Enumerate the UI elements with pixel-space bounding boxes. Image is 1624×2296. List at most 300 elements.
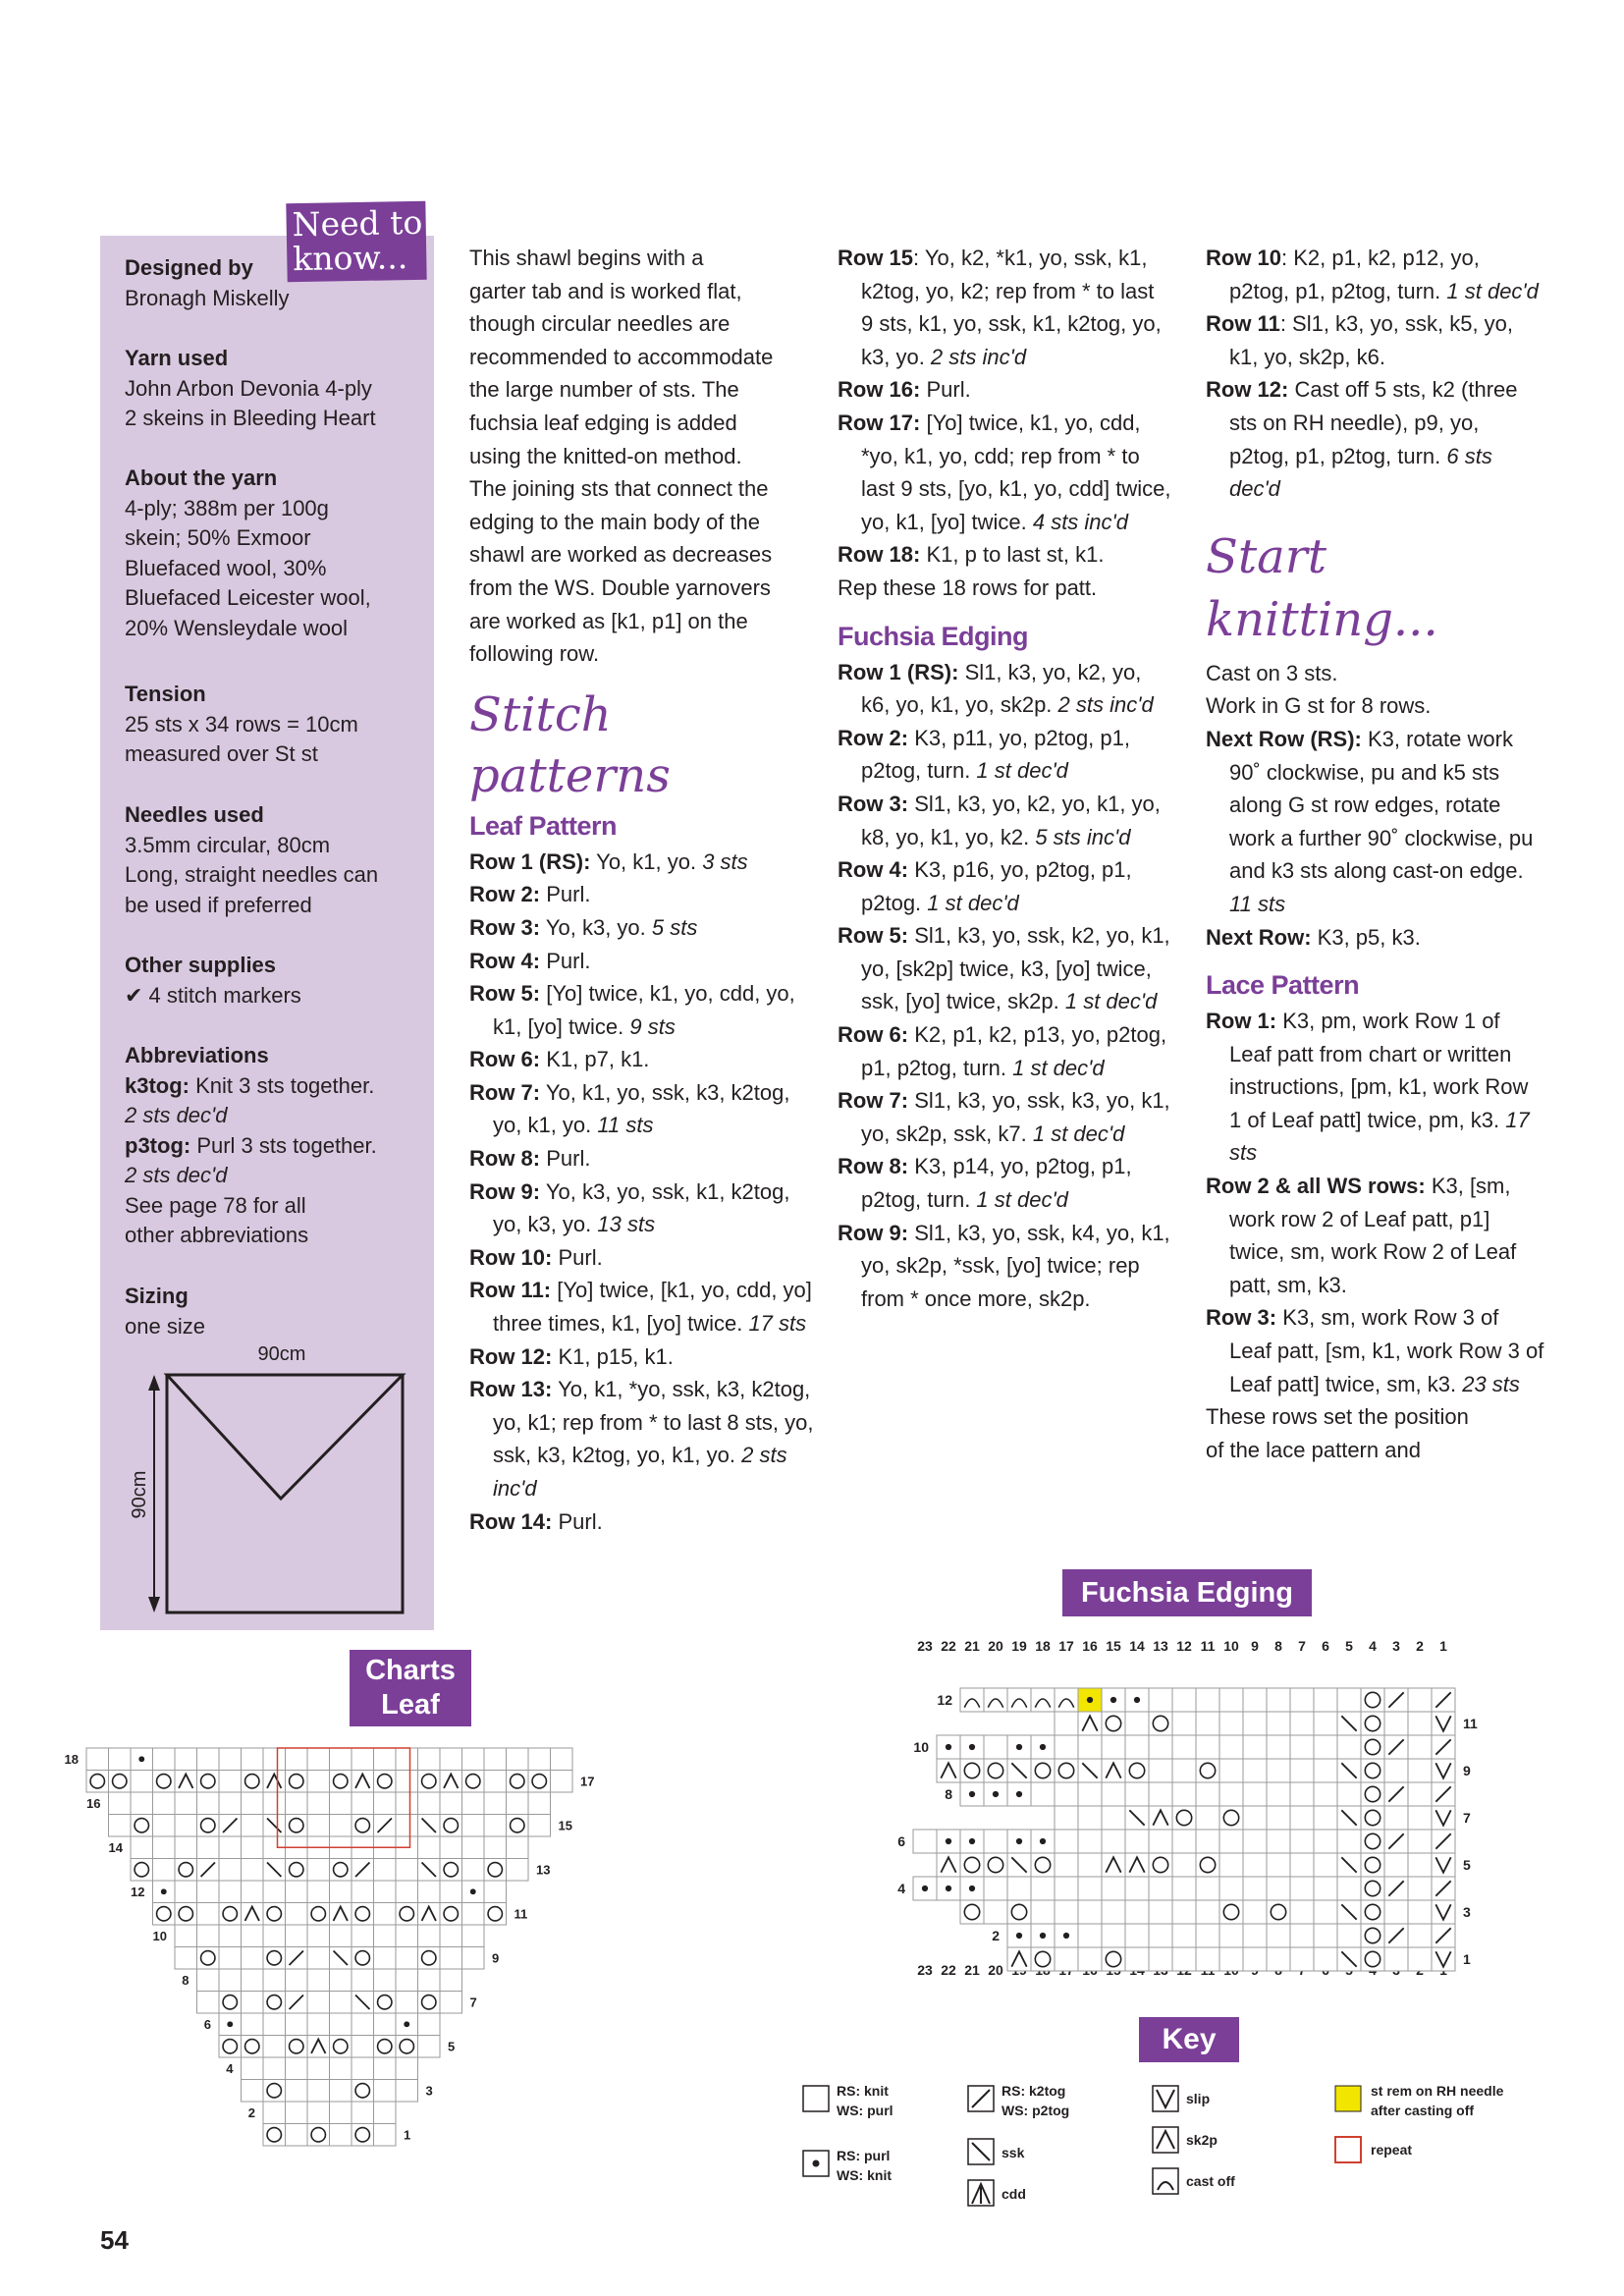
- instruction-row: [469, 1340, 818, 1374]
- chart-cell: [1125, 1877, 1149, 1900]
- leaf-pattern-heading: Leaf Pattern: [469, 810, 618, 841]
- chart-cell: [1267, 1853, 1290, 1877]
- needles-section: Needles used 3.5mm circular, 80cm Long, straight needles can be used if preferred: [125, 802, 379, 917]
- chart-cell: [507, 1859, 529, 1882]
- chart-cell: [1055, 1853, 1078, 1877]
- chart-cell: [484, 1836, 507, 1859]
- row-label: Row 6:: [469, 1047, 541, 1072]
- chart-cell: [330, 2057, 352, 2080]
- chart-cell: [286, 1748, 308, 1771]
- column-number: 10: [1223, 1638, 1239, 1654]
- chart-cell: [1125, 1782, 1149, 1806]
- chart-cell: [242, 1992, 264, 2014]
- intro-line: shawl are worked as decreases: [469, 542, 773, 568]
- row-text: Sl1, k3, yo, k2, yo, k1, yo, k8, yo, k1, yo, k2.: [861, 791, 1161, 849]
- svg-text:after casting off: after casting off: [1371, 2103, 1475, 2118]
- chart-cell: [86, 1748, 109, 1771]
- chart-cell: [396, 1792, 418, 1815]
- column-number: 15: [1106, 1638, 1121, 1654]
- row-number: 9: [1463, 1762, 1471, 1778]
- column-number: 23: [917, 1962, 933, 1978]
- column-number: 18: [1035, 1638, 1051, 1654]
- instruction-row: [1206, 307, 1544, 373]
- chart-cell: [440, 1748, 462, 1771]
- chart-cell: [242, 1792, 264, 1815]
- chart-cell: [374, 1859, 397, 1882]
- purl-dot: [138, 1756, 144, 1762]
- row-text: K2, p1, k2, p13, yo, p2tog, p1, p2tog, turn.: [861, 1022, 1167, 1080]
- chart-cell: [286, 2124, 308, 2147]
- chart-cell: [1007, 1877, 1031, 1900]
- column-number: 16: [1082, 1638, 1098, 1654]
- row-label: Row 5:: [469, 981, 541, 1007]
- chart-cell: [286, 2057, 308, 2080]
- row-number: 6: [897, 1832, 905, 1849]
- row-text: K3, pm, work Row 1 of Leaf patt from chart or written instructions, [pm, k1, work Row 1 of Leaf patt] twice, pm, k3.: [1229, 1009, 1529, 1132]
- chart-cell: [330, 1992, 352, 2014]
- chart-cell: [374, 1881, 397, 1903]
- chart-cell: [1219, 1759, 1243, 1782]
- chart-cell: [1314, 1688, 1337, 1712]
- column-right: [1206, 242, 1544, 1466]
- chart-cell: [330, 1969, 352, 1992]
- purl-dot: [1016, 1791, 1022, 1797]
- chart-cell: [1149, 1947, 1172, 1971]
- row-text: Yo, k1, yo.: [590, 848, 703, 874]
- chart-cell: [330, 1792, 352, 1815]
- chart-cell: [1149, 1688, 1172, 1712]
- setup-rows: [1206, 723, 1544, 954]
- chart-cell: [175, 1881, 197, 1903]
- purl-dot: [161, 1888, 167, 1894]
- chart-cell: [1172, 1924, 1196, 1947]
- tension-section: Tension 25 sts x 34 rows = 10cm measured over St st: [125, 682, 358, 766]
- chart-cell: [1314, 1924, 1337, 1947]
- chart-cell: [219, 1792, 242, 1815]
- chart-cell: [175, 1925, 197, 1947]
- row-number: 18: [64, 1751, 79, 1767]
- instruction-row: [838, 1217, 1171, 1316]
- row-text: [Yo] twice, k1, yo, cdd, *yo, k1, yo, cdd; rep from * to last 9 sts, [yo, k1, yo, cdd] twice, yo, k1, [yo] twice.: [861, 410, 1171, 534]
- row-label: Row 16:: [838, 377, 921, 403]
- chart-cell: [1243, 1712, 1267, 1735]
- purl-dot: [1016, 1933, 1022, 1939]
- row-number: 7: [469, 1995, 477, 2010]
- chart-cell: [440, 1992, 462, 2014]
- chart-cell: [418, 1792, 441, 1815]
- row-label: Row 13:: [469, 1377, 553, 1402]
- row-text: K1, p to last st, k1.: [920, 542, 1105, 568]
- chart-cell: [1055, 1900, 1078, 1924]
- instruction-row: [1206, 1170, 1544, 1301]
- row-count: 9 sts: [629, 1013, 676, 1039]
- chart-cell: [507, 1792, 529, 1815]
- intro-line: following row.: [469, 641, 600, 667]
- row-label: Row 17:: [838, 410, 921, 435]
- chart-cell: [153, 1815, 176, 1837]
- column-number: 12: [1176, 1638, 1192, 1654]
- row-number: 5: [1463, 1856, 1471, 1873]
- chart-cell: [1314, 1853, 1337, 1877]
- svg-text:RS: k2tog: RS: k2tog: [1001, 2083, 1066, 2099]
- chart-cell: [1337, 1877, 1361, 1900]
- column-number: 21: [964, 1962, 980, 1978]
- chart-cell: [307, 1992, 330, 2014]
- row-label: Row 7:: [469, 1079, 541, 1105]
- purl-dot: [969, 1838, 975, 1844]
- purl-dot: [1016, 1838, 1022, 1844]
- chart-cell: [219, 1925, 242, 1947]
- svg-text:ssk: ssk: [1001, 2145, 1025, 2160]
- column-middle: [838, 242, 1171, 1315]
- column-number: 2: [1416, 1638, 1424, 1654]
- chart-cell: [352, 1881, 374, 1903]
- instruction-row: [838, 1084, 1171, 1150]
- chart-cell: [307, 2057, 330, 2080]
- chart-cell: [396, 1969, 418, 1992]
- chart-cell: [330, 1748, 352, 1771]
- row-count: 17 sts: [748, 1311, 807, 1337]
- chart-cell: [960, 1688, 984, 1712]
- row-count: 11 sts: [1229, 891, 1286, 916]
- charts-leaf-header: Charts Leaf: [350, 1650, 471, 1726]
- row-label: Row 3:: [469, 914, 541, 940]
- abbreviations-section: Abbreviations k3tog: Knit 3 sts together. 2 sts dec'd p3tog: Purl 3 sts together. 2 sts dec'd See page 78 for all other abbreviations: [125, 1043, 377, 1247]
- chart-cell: [1219, 1735, 1243, 1759]
- chart-cell: [219, 1771, 242, 1793]
- chart-cell: [1196, 1900, 1219, 1924]
- column-number: 4: [1369, 1638, 1377, 1654]
- chart-cell: [242, 2013, 264, 2036]
- chart-cell: [374, 1925, 397, 1947]
- chart-cell: [242, 1947, 264, 1970]
- column-number: 7: [1298, 1638, 1306, 1654]
- instruction-row: [469, 846, 818, 879]
- svg-text:cast off: cast off: [1186, 2173, 1235, 2189]
- chart-cell: [1196, 1712, 1219, 1735]
- chart-cell: [396, 1815, 418, 1837]
- chart-cell: [352, 1925, 374, 1947]
- chart-cell: [1267, 1759, 1290, 1782]
- chart-cell: [242, 2080, 264, 2103]
- chart-cell: [1196, 1806, 1219, 1830]
- intro-line: edging to the main body of the: [469, 509, 760, 534]
- chart-cell: [913, 1830, 937, 1853]
- column-number: 14: [1129, 1638, 1145, 1654]
- chart-cell: [462, 1748, 485, 1771]
- chart-cell: [1031, 1900, 1055, 1924]
- st-rem-symbol: [1335, 2086, 1361, 2111]
- instruction-row: [838, 722, 1171, 788]
- chart-cell: [175, 1748, 197, 1771]
- column-number: 11: [1200, 1638, 1216, 1654]
- column-number: 13: [1153, 1638, 1168, 1654]
- chart-cell: [286, 1792, 308, 1815]
- row-label: Row 15: [838, 246, 914, 270]
- purl-dot: [1134, 1697, 1140, 1703]
- chart-cell: [1408, 1853, 1432, 1877]
- chart-cell: [1267, 1947, 1290, 1971]
- instruction-row: [1206, 1005, 1544, 1170]
- chart-cell: [1125, 1900, 1149, 1924]
- key-header: Key: [1139, 2017, 1239, 2062]
- chart-cell: [462, 1792, 485, 1815]
- row-number: 11: [514, 1906, 528, 1922]
- chart-cell: [263, 1969, 286, 1992]
- chart-cell: [242, 1815, 264, 1837]
- svg-text:WS: knit: WS: knit: [837, 2167, 892, 2183]
- chart-cell: [440, 1881, 462, 1903]
- row-text: : Yo, k2, *k1, yo, ssk, k1, k2tog, yo, k2; rep from * to last 9 sts, k1, yo, ssk, k1, k2tog, yo, k3, yo.: [861, 246, 1162, 369]
- chart-cell: [1267, 1877, 1290, 1900]
- chart-cell: [242, 1969, 264, 1992]
- chart-cell: [153, 1748, 176, 1771]
- chart-cell: [307, 1969, 330, 1992]
- svg-text:repeat: repeat: [1371, 2142, 1413, 2158]
- chart-cell: [1384, 1947, 1408, 1971]
- chart-cell: [307, 1771, 330, 1793]
- chart-cell: [1149, 1924, 1172, 1947]
- chart-cell: [528, 1792, 551, 1815]
- chart-cell: [1267, 1735, 1290, 1759]
- instruction-row: [469, 1076, 818, 1142]
- chart-cell: [330, 1815, 352, 1837]
- row-number: 10: [913, 1738, 929, 1755]
- chart-cell: [484, 1748, 507, 1771]
- chart-cell: [396, 2080, 418, 2103]
- row-count: 1 st dec'd: [1032, 1121, 1125, 1146]
- chart-cell: [263, 2102, 286, 2124]
- row-text: Purl.: [540, 948, 591, 973]
- chart-cell: [109, 1748, 132, 1771]
- chart-cell: [1125, 1830, 1149, 1853]
- chart-cell: [1337, 1782, 1361, 1806]
- purl-dot: [969, 1791, 975, 1797]
- chart-cell: [1196, 1830, 1219, 1853]
- need-to-know-badge: Need to know...: [286, 201, 426, 282]
- row-number: 3: [425, 2083, 433, 2099]
- chart-cell: [462, 1815, 485, 1837]
- chart-cell: [263, 1881, 286, 1903]
- chart-cell: [197, 1925, 220, 1947]
- column-number: 5: [1345, 1638, 1353, 1654]
- chart-cell: [1267, 1924, 1290, 1947]
- chart-cell: [1196, 1688, 1219, 1712]
- row-label: Row 4:: [838, 857, 909, 883]
- chart-cell: [374, 1792, 397, 1815]
- chart-cell: [374, 1748, 397, 1771]
- chart-cell: [263, 1792, 286, 1815]
- instruction-row: [1206, 921, 1544, 955]
- chart-cell: [109, 1815, 132, 1837]
- row-text: Cast off 5 sts, k2 (three sts on RH needle), p9, yo, p2tog, p1, p2tog, turn.: [1229, 377, 1518, 468]
- chart-cell: [418, 1969, 441, 1992]
- chart-cell: [374, 1947, 397, 1970]
- chart-cell: [528, 1748, 551, 1771]
- chart-cell: [197, 1969, 220, 1992]
- row-count: 2 sts inc'd: [930, 344, 1027, 369]
- chart-cell: [330, 2080, 352, 2103]
- chart-cell: [307, 1815, 330, 1837]
- chart-cell: [131, 1792, 153, 1815]
- chart-cell: [307, 1947, 330, 1970]
- purl-dot: [946, 1886, 951, 1891]
- chart-cell: [1243, 1924, 1267, 1947]
- chart-cell: [440, 1792, 462, 1815]
- chart-cell: [242, 1881, 264, 1903]
- intro-line: though circular needles are: [469, 311, 731, 337]
- chart-cell: [984, 1735, 1007, 1759]
- chart-cell: [1314, 1900, 1337, 1924]
- purl-dot: [922, 1886, 928, 1891]
- row-number: 9: [492, 1950, 500, 1966]
- row-number: 3: [1463, 1903, 1471, 1920]
- chart-cell: [374, 1969, 397, 1992]
- svg-text:WS: p2tog: WS: p2tog: [1001, 2103, 1070, 2118]
- chart-cell: [484, 1815, 507, 1837]
- start-knitting-heading: Start knitting...: [1206, 528, 1438, 647]
- chart-cell: [307, 1792, 330, 1815]
- intro-line: garter tab and is worked flat,: [469, 278, 742, 303]
- row-count: 1 st dec'd: [976, 1187, 1068, 1213]
- row-text: Sl1, k3, yo, k2, yo, k6, yo, k1, yo, sk2p.: [861, 659, 1142, 718]
- chart-cell: [1172, 1712, 1196, 1735]
- intro-line: fuchsia leaf edging is added: [469, 410, 737, 435]
- row-label: Row 10:: [469, 1244, 553, 1270]
- chart-cell: [396, 2057, 418, 2080]
- row-text: K3, sm, work Row 3 of Leaf patt, [sm, k1, work Row 3 of Leaf patt] twice, sm, k3.: [1229, 1305, 1544, 1396]
- chart-cell: [1055, 1712, 1078, 1735]
- row-label: Row 1 (RS):: [469, 848, 591, 874]
- row-count: 17 sts: [1229, 1107, 1530, 1166]
- chart-cell: [1172, 1853, 1196, 1877]
- row-text: Sl1, k3, yo, ssk, k2, yo, k1, yo, [sk2p] twice, k3, [yo] twice, ssk, [yo] twice, sk2p.: [861, 923, 1170, 1014]
- instruction-row: [838, 853, 1171, 919]
- chart-cell: [1196, 1877, 1219, 1900]
- row-label: Row 8:: [838, 1154, 909, 1179]
- row-text: Yo, k3, yo, ssk, k1, k2tog, yo, k3, yo.: [493, 1178, 790, 1237]
- chart-cell: [484, 1771, 507, 1793]
- chart-cell: [1125, 1947, 1149, 1971]
- chart-cell: [1102, 1830, 1125, 1853]
- row-text: Yo, k3, yo.: [540, 914, 652, 940]
- tail-line-2: of the lace pattern and: [1206, 1437, 1421, 1462]
- row-count: 1 st dec'd: [1064, 989, 1158, 1014]
- chart-cell: [1078, 1853, 1102, 1877]
- chart-cell: [396, 1992, 418, 2014]
- chart-cell: [286, 2102, 308, 2124]
- chart-cell: [1078, 1947, 1102, 1971]
- chart-cell: [1267, 1830, 1290, 1853]
- column-number: 22: [941, 1962, 956, 1978]
- chart-cell: [153, 1859, 176, 1882]
- chart-cell: [418, 1925, 441, 1947]
- row-number: 6: [203, 2016, 211, 2032]
- instruction-row: [469, 1373, 818, 1504]
- chart-cell: [1172, 1947, 1196, 1971]
- purl-dot: [1063, 1933, 1069, 1939]
- chart-cell: [263, 1925, 286, 1947]
- row-number: 16: [86, 1795, 101, 1811]
- chart-cell: [352, 1748, 374, 1771]
- chart-cell: [1149, 1830, 1172, 1853]
- chart-cell: [352, 2102, 374, 2124]
- chart-cell: [1219, 1830, 1243, 1853]
- instruction-row: [838, 1018, 1171, 1084]
- svg-text:RS: purl: RS: purl: [837, 2148, 891, 2163]
- chart-key: [795, 2072, 1542, 2219]
- row-count: 2 sts inc'd: [1057, 692, 1154, 718]
- row-label: Row 10: [1206, 246, 1282, 270]
- fuchsia-edging-chart: [825, 1620, 1532, 2013]
- chart-cell: [219, 1836, 242, 1859]
- chart-cell: [1243, 1900, 1267, 1924]
- instruction-row: [838, 407, 1171, 538]
- row-count: 5 sts: [651, 914, 698, 940]
- chart-cell: [1290, 1900, 1314, 1924]
- chart-cell: [1196, 1735, 1219, 1759]
- chart-cell: [286, 1925, 308, 1947]
- chart-cell: [1290, 1759, 1314, 1782]
- chart-cell: [242, 1925, 264, 1947]
- chart-cell: [263, 2013, 286, 2036]
- chart-cell: [1384, 1806, 1408, 1830]
- designer-section: Designed by Bronagh Miskelly: [125, 255, 290, 310]
- leaf-chart: [59, 1738, 746, 2200]
- row-text: Sl1, k3, yo, ssk, k3, yo, k1, yo, sk2p, ssk, k7.: [861, 1088, 1170, 1146]
- intro-line: are worked as [k1, p1] on the: [469, 608, 748, 633]
- leaf-pattern-rows-cont: [838, 242, 1171, 572]
- chart-cell: [396, 1947, 418, 1970]
- row-text: Purl.: [920, 377, 971, 403]
- chart-cell: [396, 1859, 418, 1882]
- chart-cell: [197, 1881, 220, 1903]
- chart-cell: [1219, 1712, 1243, 1735]
- width-label: 90cm: [257, 1343, 306, 1365]
- chart-cell: [1408, 1688, 1432, 1712]
- chart-cell: [507, 1748, 529, 1771]
- chart-cell: [396, 1925, 418, 1947]
- instruction-row: [838, 242, 1171, 373]
- chart-cell: [1172, 1900, 1196, 1924]
- chart-cell: [1149, 1759, 1172, 1782]
- chart-cell: [1078, 1830, 1102, 1853]
- column-number: 17: [1058, 1638, 1074, 1654]
- row-number: 5: [448, 2039, 456, 2054]
- purl-dot: [404, 2021, 409, 2027]
- chart-cell: [1243, 1759, 1267, 1782]
- chart-cell: [242, 2057, 264, 2080]
- row-number: 7: [1463, 1809, 1471, 1826]
- chart-cell: [1055, 1688, 1078, 1712]
- chart-cell: [374, 2080, 397, 2103]
- row-text: K1, p7, k1.: [540, 1047, 650, 1072]
- chart-cell: [330, 2013, 352, 2036]
- purl-dot: [1040, 1838, 1046, 1844]
- row-count: 2 sts inc'd: [493, 1443, 787, 1501]
- chart-cell: [462, 1903, 485, 1926]
- row-text: : K2, p1, k2, p12, yo, p2tog, p1, p2tog, turn.: [1229, 246, 1480, 303]
- column-number: 19: [1011, 1638, 1027, 1654]
- chart-cell: [484, 1792, 507, 1815]
- page-number: 54: [100, 2225, 129, 2255]
- column-number: 22: [941, 1638, 956, 1654]
- chart-cell: [374, 2013, 397, 2036]
- chart-cell: [1102, 1900, 1125, 1924]
- row-text: Purl.: [540, 1146, 591, 1172]
- chart-cell: [1243, 1853, 1267, 1877]
- chart-cell: [1055, 1782, 1078, 1806]
